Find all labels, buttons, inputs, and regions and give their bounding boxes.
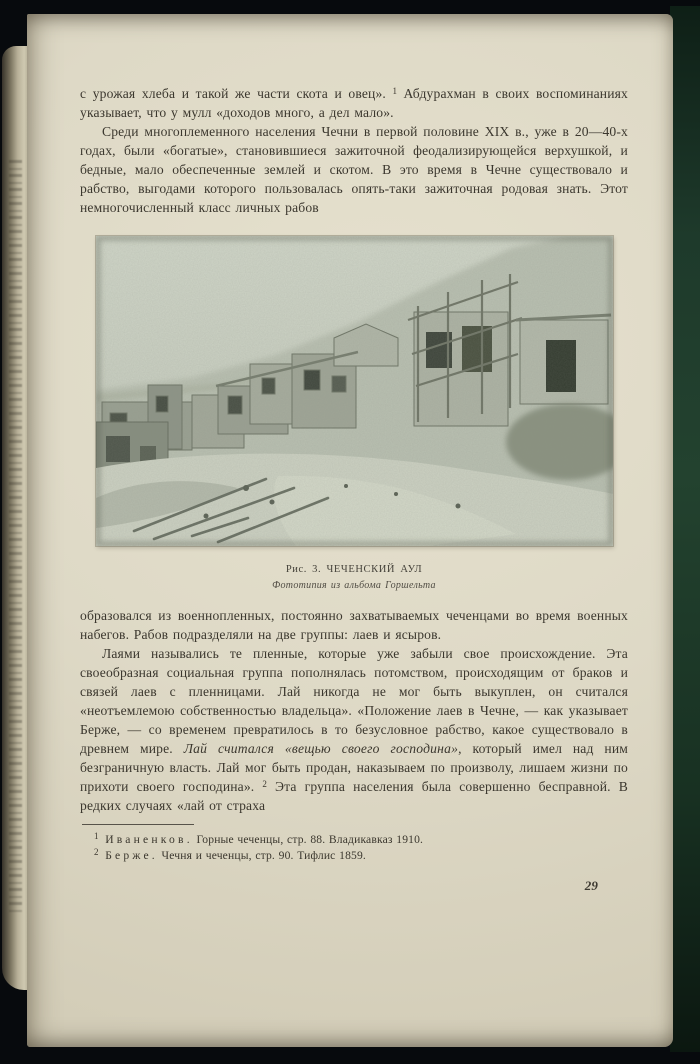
text-segment: Горные чеченцы, стр. 88. Владикавказ 1910. [192, 833, 424, 846]
footnote-list [80, 832, 628, 863]
footnote-separator [82, 824, 194, 825]
text-segment: Чечня и чеченцы, стр. 90. Тифлис 1859. [157, 848, 366, 862]
paragraph [80, 84, 628, 122]
footnote [80, 848, 628, 864]
text-segment: 2 [94, 846, 99, 857]
paragraph [80, 606, 628, 644]
aul-photo [96, 236, 613, 546]
paragraph [80, 644, 628, 815]
text-segment: 2 [262, 779, 267, 789]
text-segment: Эта группа населения была совершенно бесправной. В редких случаях «лай от страха [80, 779, 628, 813]
body-text-bottom [80, 606, 628, 815]
book-binding-edge [670, 6, 700, 1052]
footnote [80, 832, 628, 848]
aul-photo-plate [96, 236, 613, 546]
text-segment: 1 [94, 831, 99, 841]
text-segment: Иваненков. [98, 833, 193, 846]
adjacent-page-text-blur [9, 156, 22, 916]
text-segment: образовался из военнопленных, постоянно захватываемых чеченцами во время военных набегов. Рабов подразделяли на две группы: лаев и ясыров. [80, 608, 628, 642]
figure-caption-source: Фототипия из альбома Горшельта [272, 580, 436, 591]
figure-aul [80, 236, 628, 593]
text-segment: Лаями назывались те пленные, которые уже забыли свое происхождение. Эта своеобразная социальная группа пополнялась потомством, происходящим от браков и связей лаев с пленницами. Лай никогда не мог быть выкуплен, он считался «неотъемлемою собственностью владельца». «Положение лаев в Чечне, — как указывает Берже, — со временем превратилось в то безусловное рабство, какое существовало в древнем мире. [80, 646, 628, 756]
footnotes [80, 824, 628, 863]
body-text-top [80, 84, 628, 217]
page-content [80, 84, 628, 895]
text-segment: 1 [392, 86, 397, 96]
figure-caption-title: Рис. 3. ЧЕЧЕНСКИЙ АУЛ [285, 564, 423, 575]
text-segment: , который имел над ним безграничную власть. Лай мог быть продан, наказываем по произволу, лишаем жизни по прихоти своего господина». [80, 741, 628, 794]
page-number: 29 [584, 878, 598, 893]
adjacent-page-edge [2, 46, 29, 990]
text-segment: Абдурахман в своих воспоминаниях указывает, что у мулл «доходов много, а дел мало». [80, 86, 628, 120]
text-segment: с урожая хлеба и такой же части скота и овец». [80, 86, 393, 101]
text-segment: Среди многоплеменного населения Чечни в первой половине XIX в., уже в 20—40-х годах, были «богатые», становившиеся зажиточной феодализирующейся верхушкой, и бедные, мало обеспеченные землей и скотом. В это время в Чечне существовало и рабство, выгодами которого пользовалась опять-таки зажиточная родовая знать. Этот немногочисленный класс личных рабов [80, 124, 628, 215]
paragraph [80, 122, 628, 217]
book-page [27, 14, 673, 1047]
text-segment: Берже. [98, 848, 158, 862]
text-segment: Лай считался «вещью своего господина» [183, 741, 459, 756]
